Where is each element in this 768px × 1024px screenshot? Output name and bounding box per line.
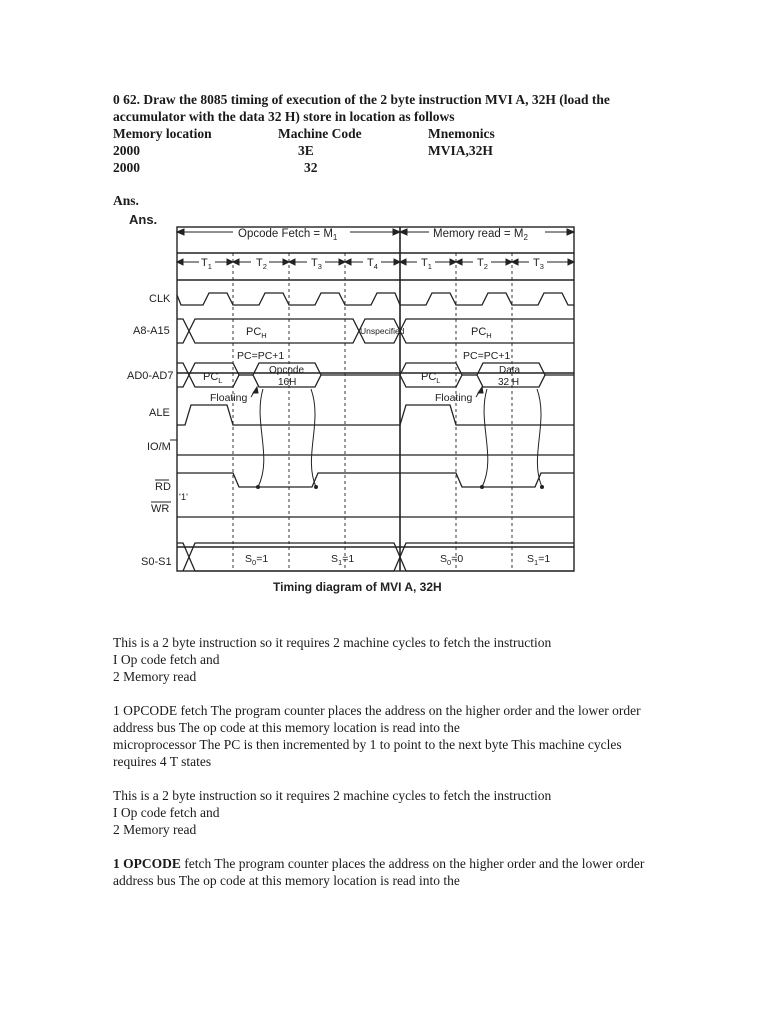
paragraph-block-1 bbox=[113, 634, 673, 685]
s1-equals-1: $S_1=1$ bbox=[527, 553, 551, 567]
opcode-bold-label: 1 OPCODE bbox=[113, 856, 181, 871]
floating-label: Floating bbox=[210, 392, 248, 404]
paragraph-line: address bus The op code at this memory location is read into the bbox=[113, 873, 460, 888]
header-mnemonics: Mnemonics bbox=[428, 126, 495, 141]
t-state-labels bbox=[201, 257, 544, 271]
paragraph-block-4 bbox=[113, 855, 673, 889]
pc-increment-label: PC=PC+1 bbox=[237, 350, 285, 362]
signal-a8-a15: A8-A15 bbox=[133, 325, 170, 337]
opcode-label: Opcode bbox=[269, 365, 305, 376]
pcl-label: $PC_L$ bbox=[203, 371, 223, 385]
table-header-row bbox=[113, 125, 653, 142]
header-memory-location: Memory location bbox=[113, 126, 212, 141]
status-labels bbox=[245, 553, 550, 567]
rd-waveform bbox=[177, 473, 574, 487]
paragraph-line: I Op code fetch and bbox=[113, 805, 220, 820]
paragraph-line: This is a 2 byte instruction so it requires 2 machine cycles to fetch the instruction bbox=[113, 788, 552, 803]
ale-waveform bbox=[177, 405, 574, 425]
paragraph-line: 2 Memory read bbox=[113, 822, 197, 837]
paragraph-line: This is a 2 byte instruction so it requires 2 machine cycles to fetch the instruction bbox=[113, 635, 552, 650]
opcode-fetch-label: Opcode Fetch = $M_1$ bbox=[238, 228, 338, 242]
pcl-label: $PC_L$ bbox=[421, 371, 441, 385]
memory-read-label: Memory read = $M_2$ bbox=[433, 228, 528, 242]
clk-waveform bbox=[177, 293, 574, 305]
question-line-1: 0 62. Draw the 8085 timing of execution of the 2 byte instruction MVI A, 32H (load the bbox=[113, 92, 610, 107]
paragraph-line bbox=[113, 855, 673, 872]
cell-code: 3E bbox=[298, 143, 314, 158]
s0-equals-1: $S_0=1$ bbox=[245, 553, 269, 567]
signal-io-m: IO/M bbox=[147, 441, 171, 453]
t-state-label: $T_2$ bbox=[256, 257, 267, 271]
signal-rd: RD bbox=[155, 481, 171, 493]
header-machine-code: Machine Code bbox=[278, 126, 362, 141]
t-state-label: $T_2$ bbox=[477, 257, 488, 271]
unspecified-label: Unspecified bbox=[360, 326, 405, 336]
question-line-2: accumulator with the data 32 H) store in location as follows bbox=[113, 109, 455, 124]
paragraph-block-2 bbox=[113, 702, 673, 770]
question-block bbox=[113, 91, 653, 176]
one-label: '1' bbox=[179, 492, 188, 503]
paragraph-line: 2 Memory read bbox=[113, 669, 197, 684]
signal-names bbox=[127, 293, 173, 568]
cell-location: 2000 bbox=[113, 143, 140, 158]
cell-location: 2000 bbox=[113, 160, 140, 175]
paragraph-line: microprocessor The PC is then incremented by 1 to point to the next byte This machine cycles bbox=[113, 737, 622, 752]
pc-increment-label: PC=PC+1 bbox=[463, 350, 511, 362]
paragraph-line: I Op code fetch and bbox=[113, 652, 220, 667]
pch-label: $PC_H$ bbox=[246, 326, 267, 340]
answer-label: Ans. bbox=[113, 193, 139, 208]
t-state-label: $T_3$ bbox=[311, 257, 322, 271]
s1-equals-1: $S_1=1$ bbox=[331, 553, 355, 567]
cell-code: 32 bbox=[304, 160, 318, 175]
s0-equals-0: $S_0=0$ bbox=[440, 553, 464, 567]
signal-ad0-ad7: AD0-AD7 bbox=[127, 370, 174, 382]
t-state-label: $T_3$ bbox=[533, 257, 544, 271]
signal-s0-s1: S0-S1 bbox=[141, 556, 172, 568]
t-state-label: $T_1$ bbox=[201, 257, 212, 271]
signal-ale: ALE bbox=[149, 407, 170, 419]
data-value: 32 H bbox=[498, 377, 520, 388]
timing-diagram bbox=[113, 207, 583, 602]
paragraph-block-3 bbox=[113, 787, 673, 838]
table-row bbox=[113, 159, 653, 176]
cell-mnemonic: MVIA,32H bbox=[428, 143, 493, 158]
paragraph-line: requires 4 T states bbox=[113, 754, 212, 769]
data-label: Data bbox=[499, 365, 521, 376]
signal-wr: WR bbox=[151, 503, 170, 515]
paragraph-text: fetch The program counter places the address on the higher order and the lower order bbox=[180, 856, 645, 871]
floating-label: Floating bbox=[435, 392, 473, 404]
opcode-value: 16H bbox=[278, 377, 297, 388]
diagram-caption: Timing diagram of MVI A, 32H bbox=[273, 580, 442, 594]
signal-clk: CLK bbox=[149, 293, 171, 305]
table-row bbox=[113, 142, 653, 159]
t-state-label: $T_4$ bbox=[367, 257, 378, 271]
paragraph-line: 1 OPCODE fetch The program counter places the address on the higher order and the lower order bbox=[113, 703, 641, 718]
t-state-label: $T_1$ bbox=[421, 257, 432, 271]
diagram-ans-title: Ans. bbox=[129, 212, 158, 227]
paragraph-line: address bus The op code at this memory location is read into the bbox=[113, 720, 460, 735]
pch-label: $PC_H$ bbox=[471, 326, 492, 340]
